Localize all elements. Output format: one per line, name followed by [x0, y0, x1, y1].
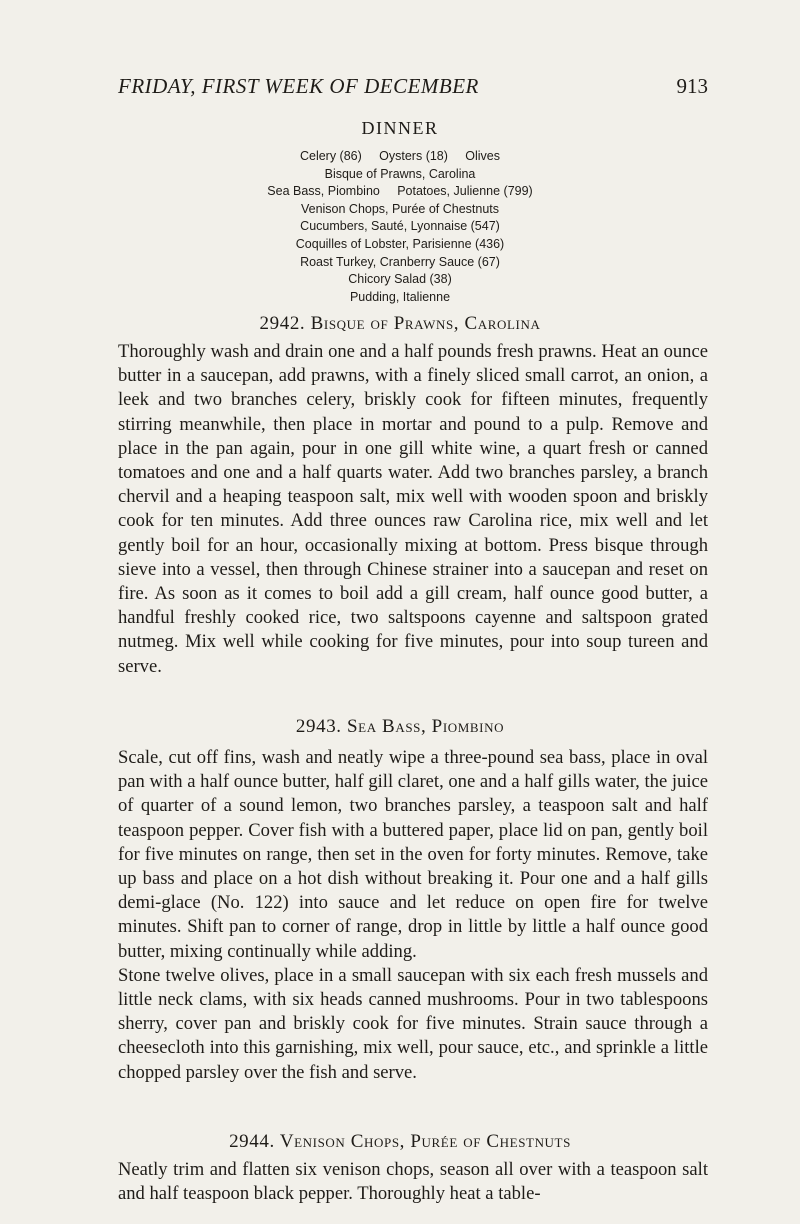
menu-line: Bisque of Prawns, Carolina: [324, 166, 476, 181]
menu-line: Roast Turkey, Cranberry Sauce (67): [300, 254, 500, 269]
recipe-paragraph: Neatly trim and flatten six venison chops, season all over with a teaspoon salt and half teaspoon black pepper. Thoroughly heat a table-: [118, 1159, 708, 1205]
recipe-title-2942: 2942. Bisque of Prawns, Carolina: [259, 313, 541, 334]
menu-line: Sea Bass, Piombino Potatoes, Julienne (799): [267, 184, 533, 199]
recipe-paragraph: Stone twelve olives, place in a small saucepan with six each fresh mussels and little neck clams, with six heads canned mushrooms. Pour in two tablespoons sherry, cover pan and briskly cook for five minutes. Strain sauce through a cheesecloth into this garnishing, mix well, pour sauce, etc., and sprinkle a little chopped parsley over the fish and serve.: [118, 964, 708, 1083]
menu-line: Coquilles of Lobster, Parisienne (436): [295, 236, 505, 251]
recipe-title-2943: 2943. Sea Bass, Piombino: [295, 716, 505, 737]
menu-line: Pudding, Italienne: [349, 289, 451, 304]
menu-line: Celery (86) Oysters (18) Olives: [299, 149, 501, 163]
recipe-body-2942: [118, 340, 708, 679]
running-head: [118, 74, 708, 104]
menu-line: Chicory Salad (38): [348, 272, 452, 287]
menu-line: Cucumbers, Sauté, Lyonnaise (547): [300, 219, 500, 234]
recipe-body-2943: [118, 746, 708, 1085]
recipe-paragraph: Thoroughly wash and drain one and a half pounds fresh prawns. Heat an ounce butter in a saucepan, add prawns, with a finely sliced small carrot, an onion, a leek and two branches celery, briskly cook for fifteen minutes, frequently stirring meanwhile, then place in mortar and pound to a pulp. Remove and place in the pan again, pour in one gill white wine, a quart fresh or canned tomatoes and one and a half quarts water. Add two branches parsley, a branch chervil and a heaping teaspoon salt, mix well with wooden spoon and briskly cook for ten minutes. Add three ounces raw Carolina rice, mix well and let gently boil for an hour, occasionally mixing at bottom. Press bisque through sieve into a vessel, then through Chinese strainer into a saucepan and reset on fire. As soon as it comes to boil add a gill cream, half ounce good butter, a handful freshly cooked rice, two saltspoons cayenne and saltspoon grated nutmeg. Mix well while cooking for five minutes, pour into soup tureen and serve.: [118, 341, 708, 677]
dinner-menu: [0, 148, 800, 306]
running-title: FRIDAY, FIRST WEEK OF DECEMBER: [118, 74, 479, 98]
recipe-paragraph: Scale, cut off fins, wash and neatly wipe a three-pound sea bass, place in oval pan with a half ounce butter, half gill claret, one and a half gills water, the juice of quarter of a sound lemon, two branches parsley, a teaspoon salt and half teaspoon pepper. Cover fish with a buttered paper, place lid on pan, gently boil for five minutes on range, then set in the oven for forty minutes. Remove, take up bass and place on a hot dish without breaking it. Pour one and a half gills demi-glace (No. 122) into sauce and let reduce on open fire for twelve minutes. Shift pan to corner of range, drop in little by little a half ounce good butter, mixing continually while adding.: [118, 747, 708, 962]
recipe-body-2944: [118, 1158, 708, 1206]
page-number: 913: [676, 74, 708, 98]
menu-heading: DINNER: [361, 118, 439, 138]
menu-line: Venison Chops, Purée of Chestnuts: [300, 201, 500, 216]
recipe-title-2944: 2944. Venison Chops, Purée of Chestnuts: [229, 1131, 571, 1152]
